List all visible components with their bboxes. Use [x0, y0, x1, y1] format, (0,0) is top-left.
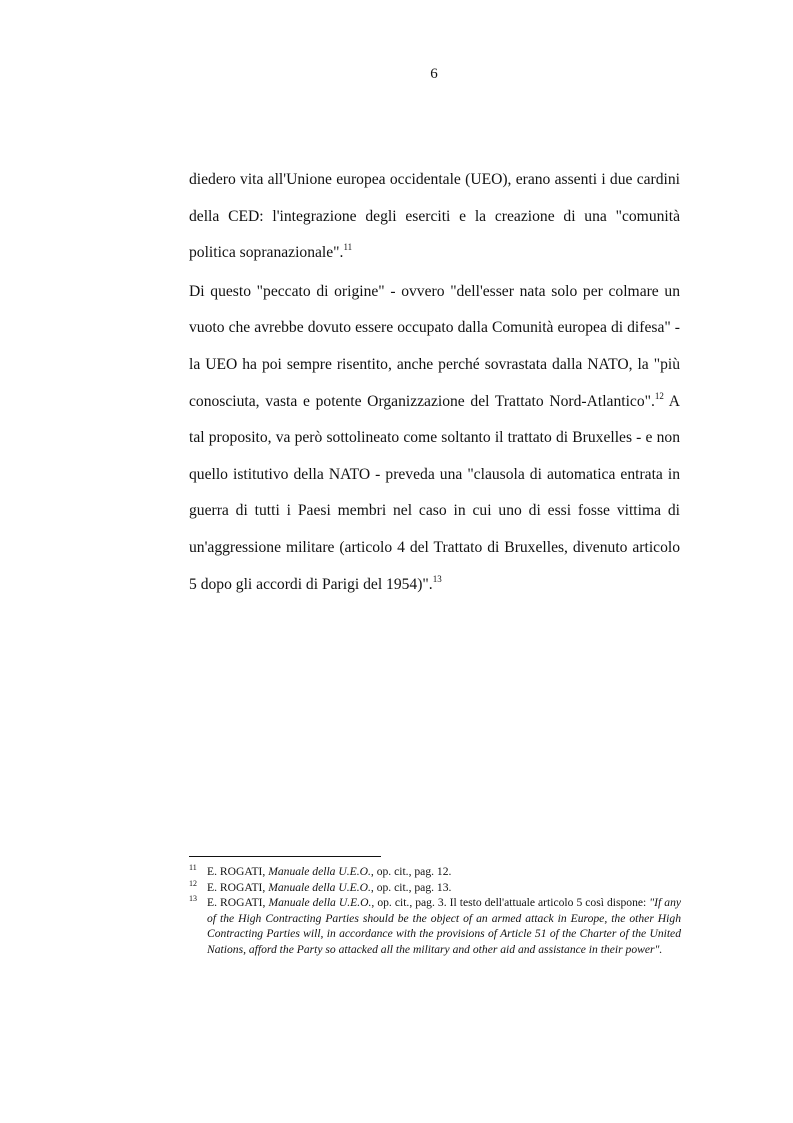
paragraph-1: [189, 162, 680, 272]
footnote-separator: [189, 856, 381, 857]
footnote-author: E. ROGATI,: [207, 880, 269, 894]
footnote-author: E. ROGATI,: [207, 865, 269, 878]
footnote-number: 13: [189, 894, 197, 903]
footnote-ref-11[interactable]: 11: [343, 242, 353, 253]
footnote-12: [189, 880, 681, 896]
footnote-title: Manuale della U.E.O.: [268, 880, 371, 894]
footnotes: [189, 864, 681, 957]
footnote-number: 11: [189, 863, 197, 872]
footnote-11: [189, 864, 681, 880]
footnote-number: 12: [189, 878, 197, 888]
footnote-title: Manuale della U.E.O.: [268, 865, 371, 878]
footnote-ref-12[interactable]: 12: [654, 390, 664, 401]
paragraph-2-text-b: A tal proposito, va però sottolineato come soltanto il trattato di Bruxelles - e non quello istitutivo della NATO - preveda una "clausola di automatica entrata in guerra di tutti i Paesi membri nel caso in cui uno di essi fosse vittima di un'aggressione militare (articolo 4 del Trattato di Bruxelles, divenuto articolo 5 dopo gli accordi di Parigi del 1954)".: [189, 392, 680, 593]
footnote-ref-13[interactable]: 13: [432, 573, 442, 584]
footnote-quote: "If any of the High Contracting Parties should be the object of an armed attack in Europe, the other High Contracting Parties will, in accordance with the provisions of Article 51 of the Charter of the United Nations, afford the Party so attacked all the military and other aid and assistance in their power".: [207, 896, 682, 956]
paragraph-2-text-a: Di questo "peccato di origine" - ovvero "dell'esser nata solo per colmare un vuoto che avrebbe dovuto essere occupato dalla Comunità europea di difesa" - la UEO ha poi sempre risentito, anche perché sovrastata dalla NATO, la "più conosciuta, vasta e potente Organizzazione del Trattato Nord-Atlantico".: [189, 282, 680, 410]
paragraph-2: [189, 274, 680, 603]
footnote-citation: , op. cit., pag. 12.: [370, 865, 452, 878]
footnote-13: [189, 895, 681, 957]
footnote-citation: , op. cit., pag. 13.: [370, 880, 452, 894]
footnote-citation: , op. cit., pag. 3. Il testo dell'attuale articolo 5 così dispone:: [371, 896, 650, 909]
paragraph-1-text: diedero vita all'Unione europea occidentale (UEO), erano assenti i due cardini della CED: l'integrazione degli eserciti e la creazione di una "comunità politica sopranazionale".: [189, 171, 680, 262]
footnote-author: E. ROGATI,: [207, 896, 269, 909]
footnote-title: Manuale della U.E.O.: [268, 896, 372, 909]
page-number: 6: [430, 66, 438, 82]
main-text: [189, 162, 680, 603]
